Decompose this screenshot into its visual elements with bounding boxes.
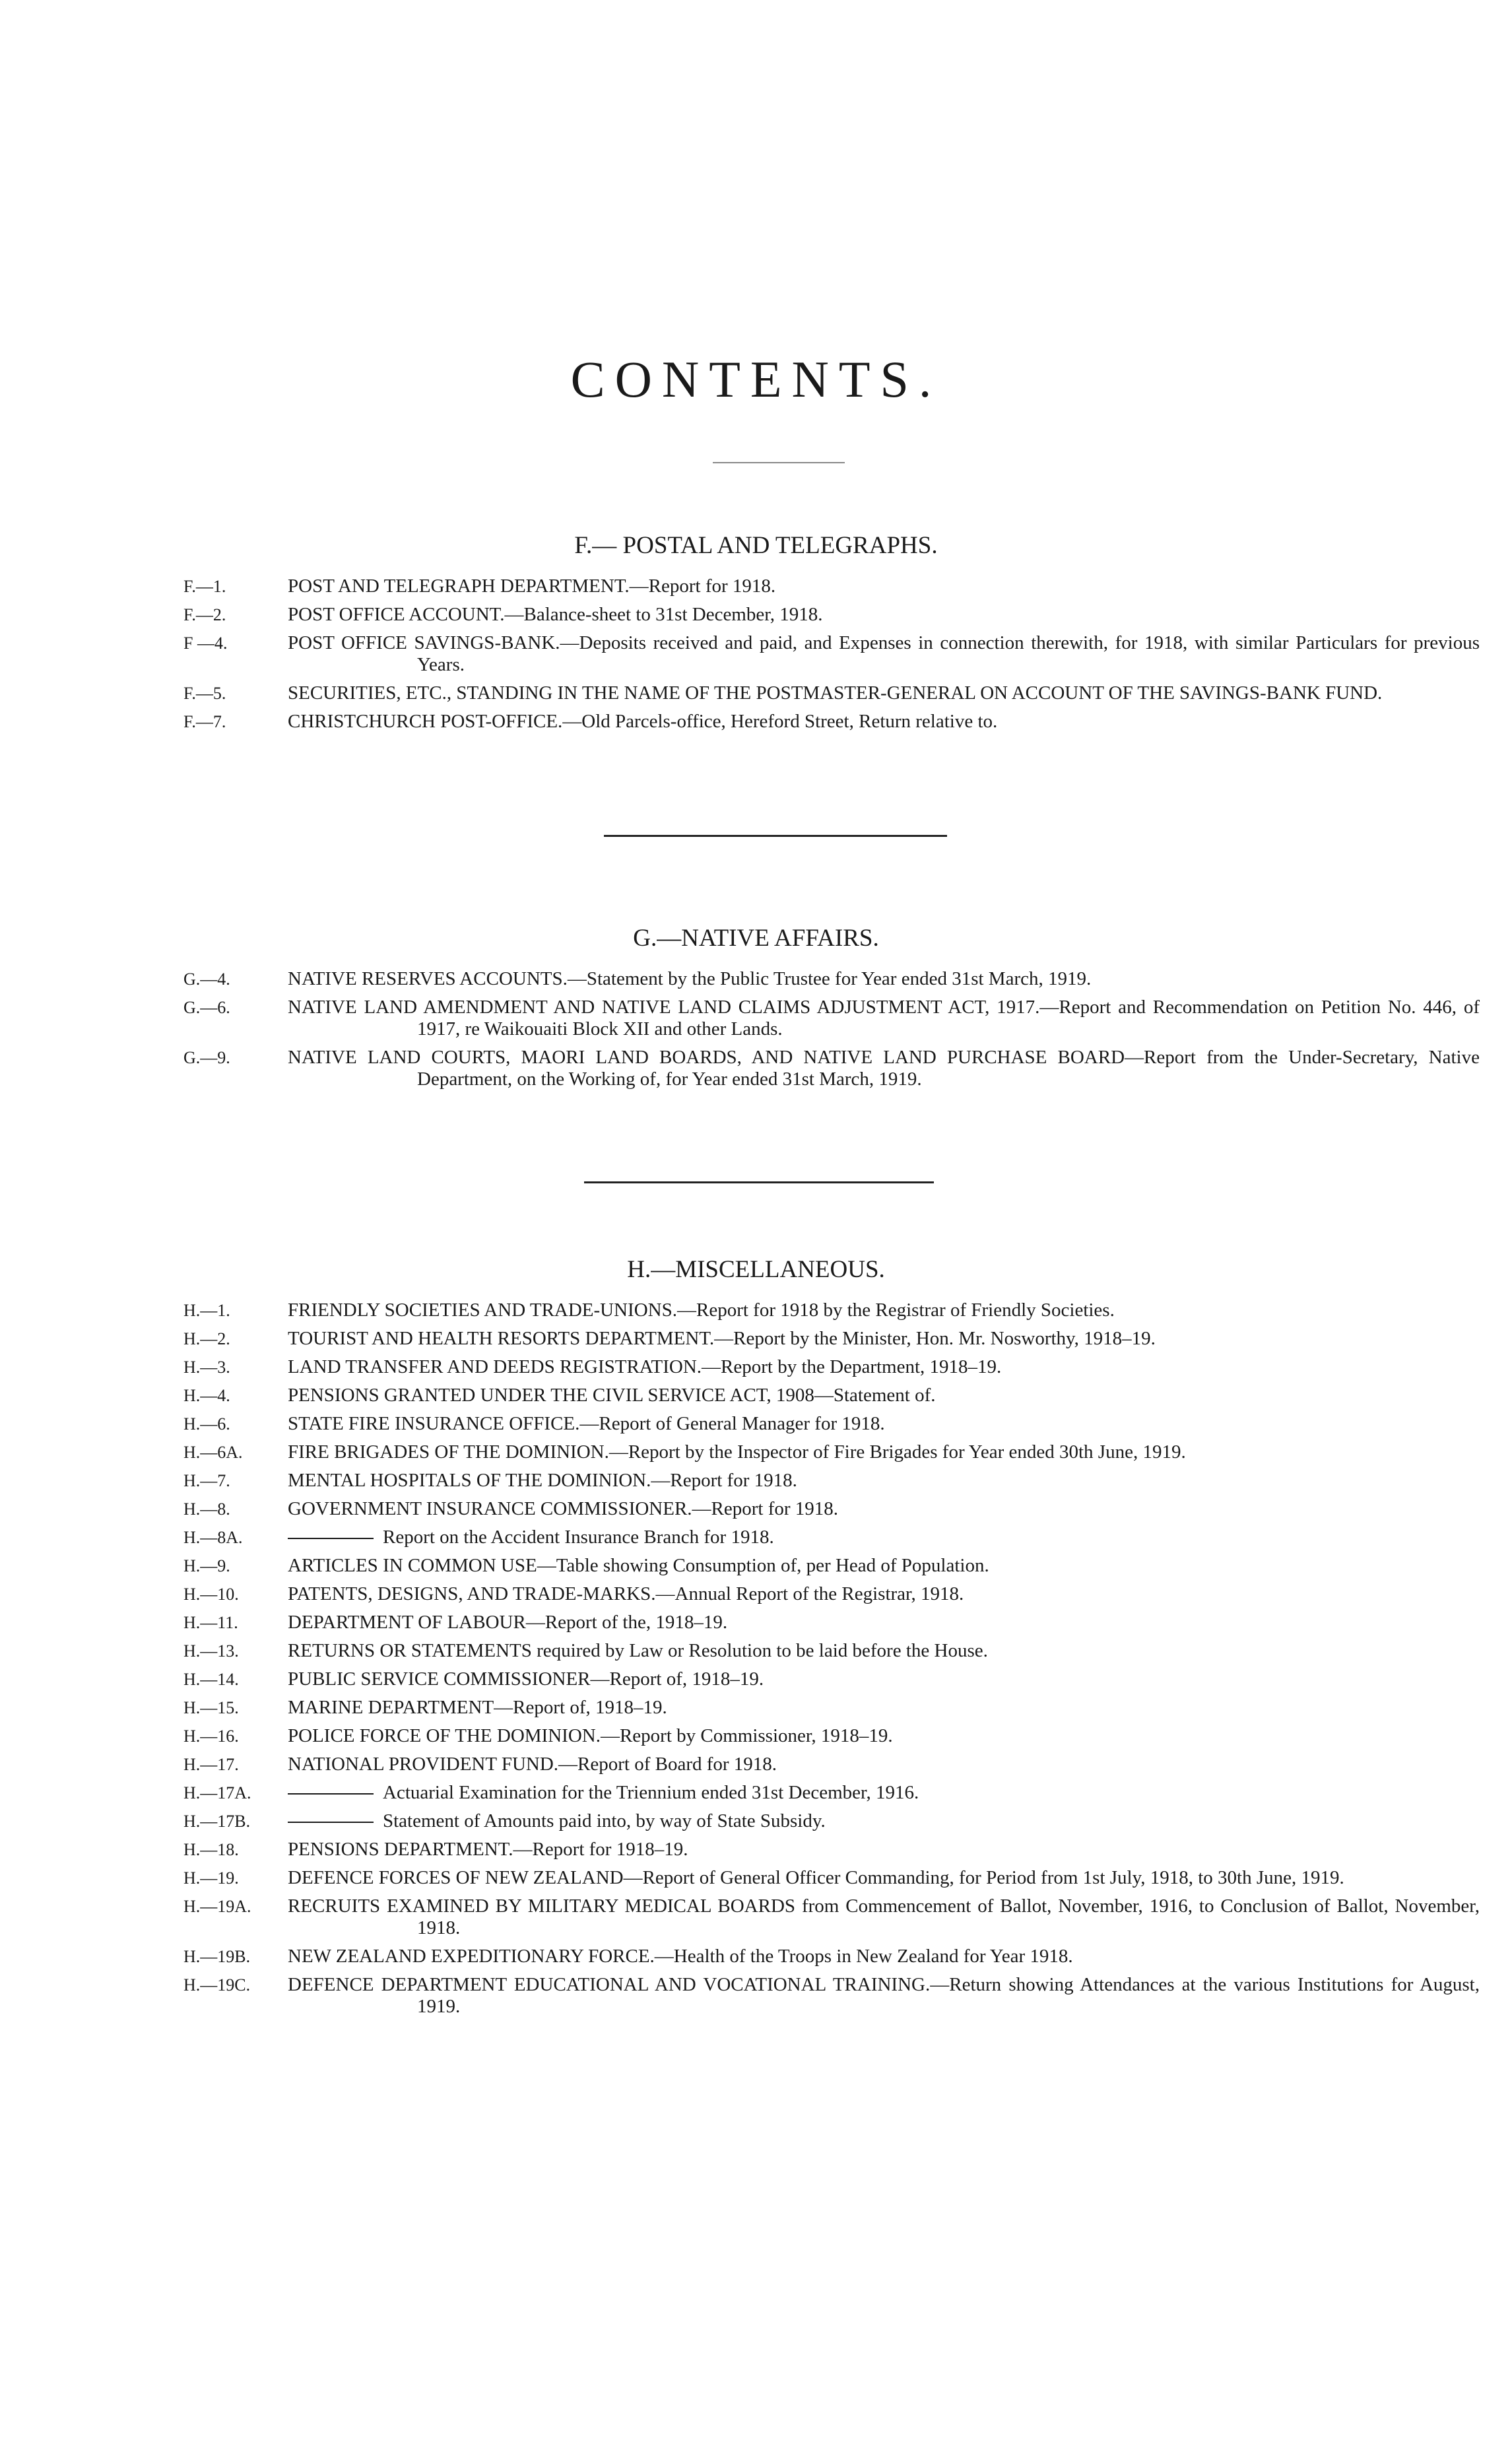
entry-code: H.—17B. <box>183 1812 251 1831</box>
contents-entry <box>0 1668 1512 1690</box>
contents-entry <box>0 1867 1512 1889</box>
contents-entry <box>0 1839 1512 1861</box>
entries-native <box>0 968 1512 1090</box>
entry-code: H.—16. <box>183 1727 239 1746</box>
entry-code: F —4. <box>183 634 228 653</box>
contents-entry <box>0 1782 1512 1804</box>
section-heading-postal: F.— POSTAL AND TELEGRAPHS. <box>574 532 938 559</box>
contents-entry <box>0 1470 1512 1492</box>
entry-text: PENSIONS GRANTED UNDER THE CIVIL SERVICE ACT, 1908—Statement of. <box>288 1385 936 1406</box>
contents-entry <box>0 604 1512 626</box>
entry-text: LAND TRANSFER AND DEEDS REGISTRATION.—Report by the Department, 1918–19. <box>288 1356 1002 1377</box>
section-native <box>0 924 1512 1097</box>
contents-entry <box>0 1555 1512 1577</box>
contents-entry <box>0 1047 1512 1090</box>
contents-entry <box>0 1697 1512 1719</box>
contents-entry <box>0 1328 1512 1350</box>
entries-postal <box>0 576 1512 733</box>
entry-code: H.—9. <box>183 1556 230 1575</box>
entry-code: H.—15. <box>183 1698 239 1717</box>
entry-code: H.—19B. <box>183 1947 251 1966</box>
ditto-dash <box>288 1538 374 1539</box>
entry-text: PUBLIC SERVICE COMMISSIONER—Report of, 1918–19. <box>288 1668 764 1690</box>
entry-code: H.—4. <box>183 1386 230 1405</box>
entry-code: F.—2. <box>183 605 226 624</box>
section-postal <box>0 531 1512 739</box>
entry-code: H.—2. <box>183 1329 230 1348</box>
page-title: CONTENTS. <box>570 350 942 408</box>
contents-entry <box>0 968 1512 990</box>
entry-text: PENSIONS DEPARTMENT.—Report for 1918–19. <box>288 1839 688 1860</box>
contents-entry <box>0 632 1512 676</box>
entry-text: SECURITIES, ETC., STANDING IN THE NAME OF THE POSTMASTER-GENERAL ON ACCOUNT OF THE SAVINGS-BANK FUND. <box>288 682 1383 704</box>
entry-text: RECRUITS EXAMINED BY MILITARY MEDICAL BOARDS from Commencement of Ballot, November, 1916, to Conclusion of Ballot, November, 1918. <box>288 1896 1480 1938</box>
entry-text: NATIVE LAND COURTS, MAORI LAND BOARDS, AND NATIVE LAND PURCHASE BOARD—Report from the Under-Secretary, Native Department, on the Working of, for Year ended 31st March, 1919. <box>288 1047 1480 1090</box>
entry-text: STATE FIRE INSURANCE OFFICE.—Report of General Manager for 1918. <box>288 1413 885 1434</box>
entry-text: NATIVE LAND AMENDMENT AND NATIVE LAND CLAIMS ADJUSTMENT ACT, 1917.—Report and Recommendation on Petition No. 446, of 1917, re Waikouaiti Block XII and other Lands. <box>288 997 1480 1039</box>
entry-code: H.—11. <box>183 1613 238 1632</box>
entry-code: H.—14. <box>183 1670 239 1689</box>
entry-text: CHRISTCHURCH POST-OFFICE.—Old Parcels-office, Hereford Street, Return relative to. <box>288 711 998 732</box>
entries-misc <box>0 1300 1512 2018</box>
contents-entry <box>0 1640 1512 1662</box>
entry-code: F.—5. <box>183 684 226 703</box>
contents-entry <box>0 1527 1512 1548</box>
contents-entry <box>0 1385 1512 1406</box>
entry-text: ARTICLES IN COMMON USE—Table showing Consumption of, per Head of Population. <box>288 1555 989 1576</box>
contents-entry <box>0 1300 1512 1321</box>
contents-entry <box>0 1810 1512 1832</box>
entry-code: H.—10. <box>183 1585 239 1604</box>
entry-text: FRIENDLY SOCIETIES AND TRADE-UNIONS.—Report for 1918 by the Registrar of Friendly Societies. <box>288 1300 1115 1321</box>
entry-text: GOVERNMENT INSURANCE COMMISSIONER.—Report for 1918. <box>288 1498 839 1519</box>
section-heading-misc: H.—MISCELLANEOUS. <box>627 1256 885 1283</box>
contents-entry <box>0 997 1512 1040</box>
entry-text: POST OFFICE SAVINGS-BANK.—Deposits received and paid, and Expenses in connection therewith, for 1918, with similar Particulars for previous Years. <box>288 632 1480 675</box>
contents-entry <box>0 1612 1512 1633</box>
ditto-dash <box>288 1793 374 1795</box>
entry-code: G.—6. <box>183 998 230 1017</box>
divider-1 <box>604 835 947 837</box>
entry-code: H.—6A. <box>183 1443 243 1462</box>
title-rule <box>713 462 845 463</box>
entry-text: NATIVE RESERVES ACCOUNTS.—Statement by the Public Trustee for Year ended 31st March, 1919. <box>288 968 1092 989</box>
entry-code: H.—17. <box>183 1755 239 1774</box>
contents-entry <box>0 1946 1512 1967</box>
entry-text: DEPARTMENT OF LABOUR—Report of the, 1918–19. <box>288 1612 728 1633</box>
entry-text: MARINE DEPARTMENT—Report of, 1918–19. <box>288 1697 667 1718</box>
entry-code: H.—13. <box>183 1641 239 1661</box>
entry-text: NATIONAL PROVIDENT FUND.—Report of Board for 1918. <box>288 1754 777 1775</box>
entry-code: H.—7. <box>183 1471 230 1490</box>
entry-code: F.—7. <box>183 712 226 731</box>
entry-text: RETURNS OR STATEMENTS required by Law or Resolution to be laid before the House. <box>288 1640 988 1661</box>
contents-entry <box>0 1974 1512 2018</box>
entry-code: H.—3. <box>183 1358 230 1377</box>
entry-code: G.—4. <box>183 970 230 989</box>
entry-text: FIRE BRIGADES OF THE DOMINION.—Report by the Inspector of Fire Brigades for Year ended 30th June, 1919. <box>288 1441 1186 1463</box>
entry-code: H.—8A. <box>183 1528 243 1547</box>
contents-entry <box>0 1356 1512 1378</box>
contents-entry <box>0 1725 1512 1747</box>
entry-code: H.—19C. <box>183 1975 251 1995</box>
entry-text: POST AND TELEGRAPH DEPARTMENT.—Report for 1918. <box>288 576 776 597</box>
entry-text: Report on the Accident Insurance Branch for 1918. <box>383 1527 774 1548</box>
contents-entry <box>0 1441 1512 1463</box>
entry-code: H.—18. <box>183 1840 239 1859</box>
contents-entry <box>0 1413 1512 1435</box>
contents-entry <box>0 1754 1512 1775</box>
section-misc <box>0 1255 1512 2024</box>
entry-text: MENTAL HOSPITALS OF THE DOMINION.—Report for 1918. <box>288 1470 797 1491</box>
contents-entry <box>0 682 1512 704</box>
entry-text: PATENTS, DESIGNS, AND TRADE-MARKS.—Annual Report of the Registrar, 1918. <box>288 1583 964 1604</box>
contents-entry <box>0 1498 1512 1520</box>
entry-text: POLICE FORCE OF THE DOMINION.—Report by Commissioner, 1918–19. <box>288 1725 893 1746</box>
entry-code: H.—19A. <box>183 1897 251 1916</box>
entry-text: TOURIST AND HEALTH RESORTS DEPARTMENT.—Report by the Minister, Hon. Mr. Nosworthy, 1918–19. <box>288 1328 1156 1349</box>
entry-code: G.—9. <box>183 1048 230 1067</box>
ditto-dash <box>288 1822 374 1823</box>
contents-entry <box>0 1583 1512 1605</box>
contents-entry <box>0 711 1512 733</box>
entry-code: F.—1. <box>183 577 226 596</box>
entry-code: H.—19. <box>183 1868 239 1888</box>
entry-code: H.—8. <box>183 1500 230 1519</box>
entry-code: H.—6. <box>183 1414 230 1434</box>
entry-text: DEFENCE FORCES OF NEW ZEALAND—Report of General Officer Commanding, for Period from 1st July, 1918, to 30th June, 1919. <box>288 1867 1344 1888</box>
contents-entry <box>0 1896 1512 1939</box>
entry-code: H.—1. <box>183 1301 230 1320</box>
entry-text: Statement of Amounts paid into, by way of State Subsidy. <box>383 1810 826 1831</box>
entry-text: NEW ZEALAND EXPEDITIONARY FORCE.—Health of the Troops in New Zealand for Year 1918. <box>288 1946 1073 1967</box>
entry-text: DEFENCE DEPARTMENT EDUCATIONAL AND VOCATIONAL TRAINING.—Return showing Attendances at the various Institutions for August, 1919. <box>288 1974 1480 2017</box>
entry-text: POST OFFICE ACCOUNT.—Balance-sheet to 31st December, 1918. <box>288 604 823 625</box>
section-heading-native: G.—NATIVE AFFAIRS. <box>633 925 879 952</box>
entry-code: H.—17A. <box>183 1783 251 1802</box>
divider-2 <box>584 1181 934 1183</box>
entry-text: Actuarial Examination for the Triennium ended 31st December, 1916. <box>383 1782 919 1803</box>
contents-entry <box>0 576 1512 597</box>
